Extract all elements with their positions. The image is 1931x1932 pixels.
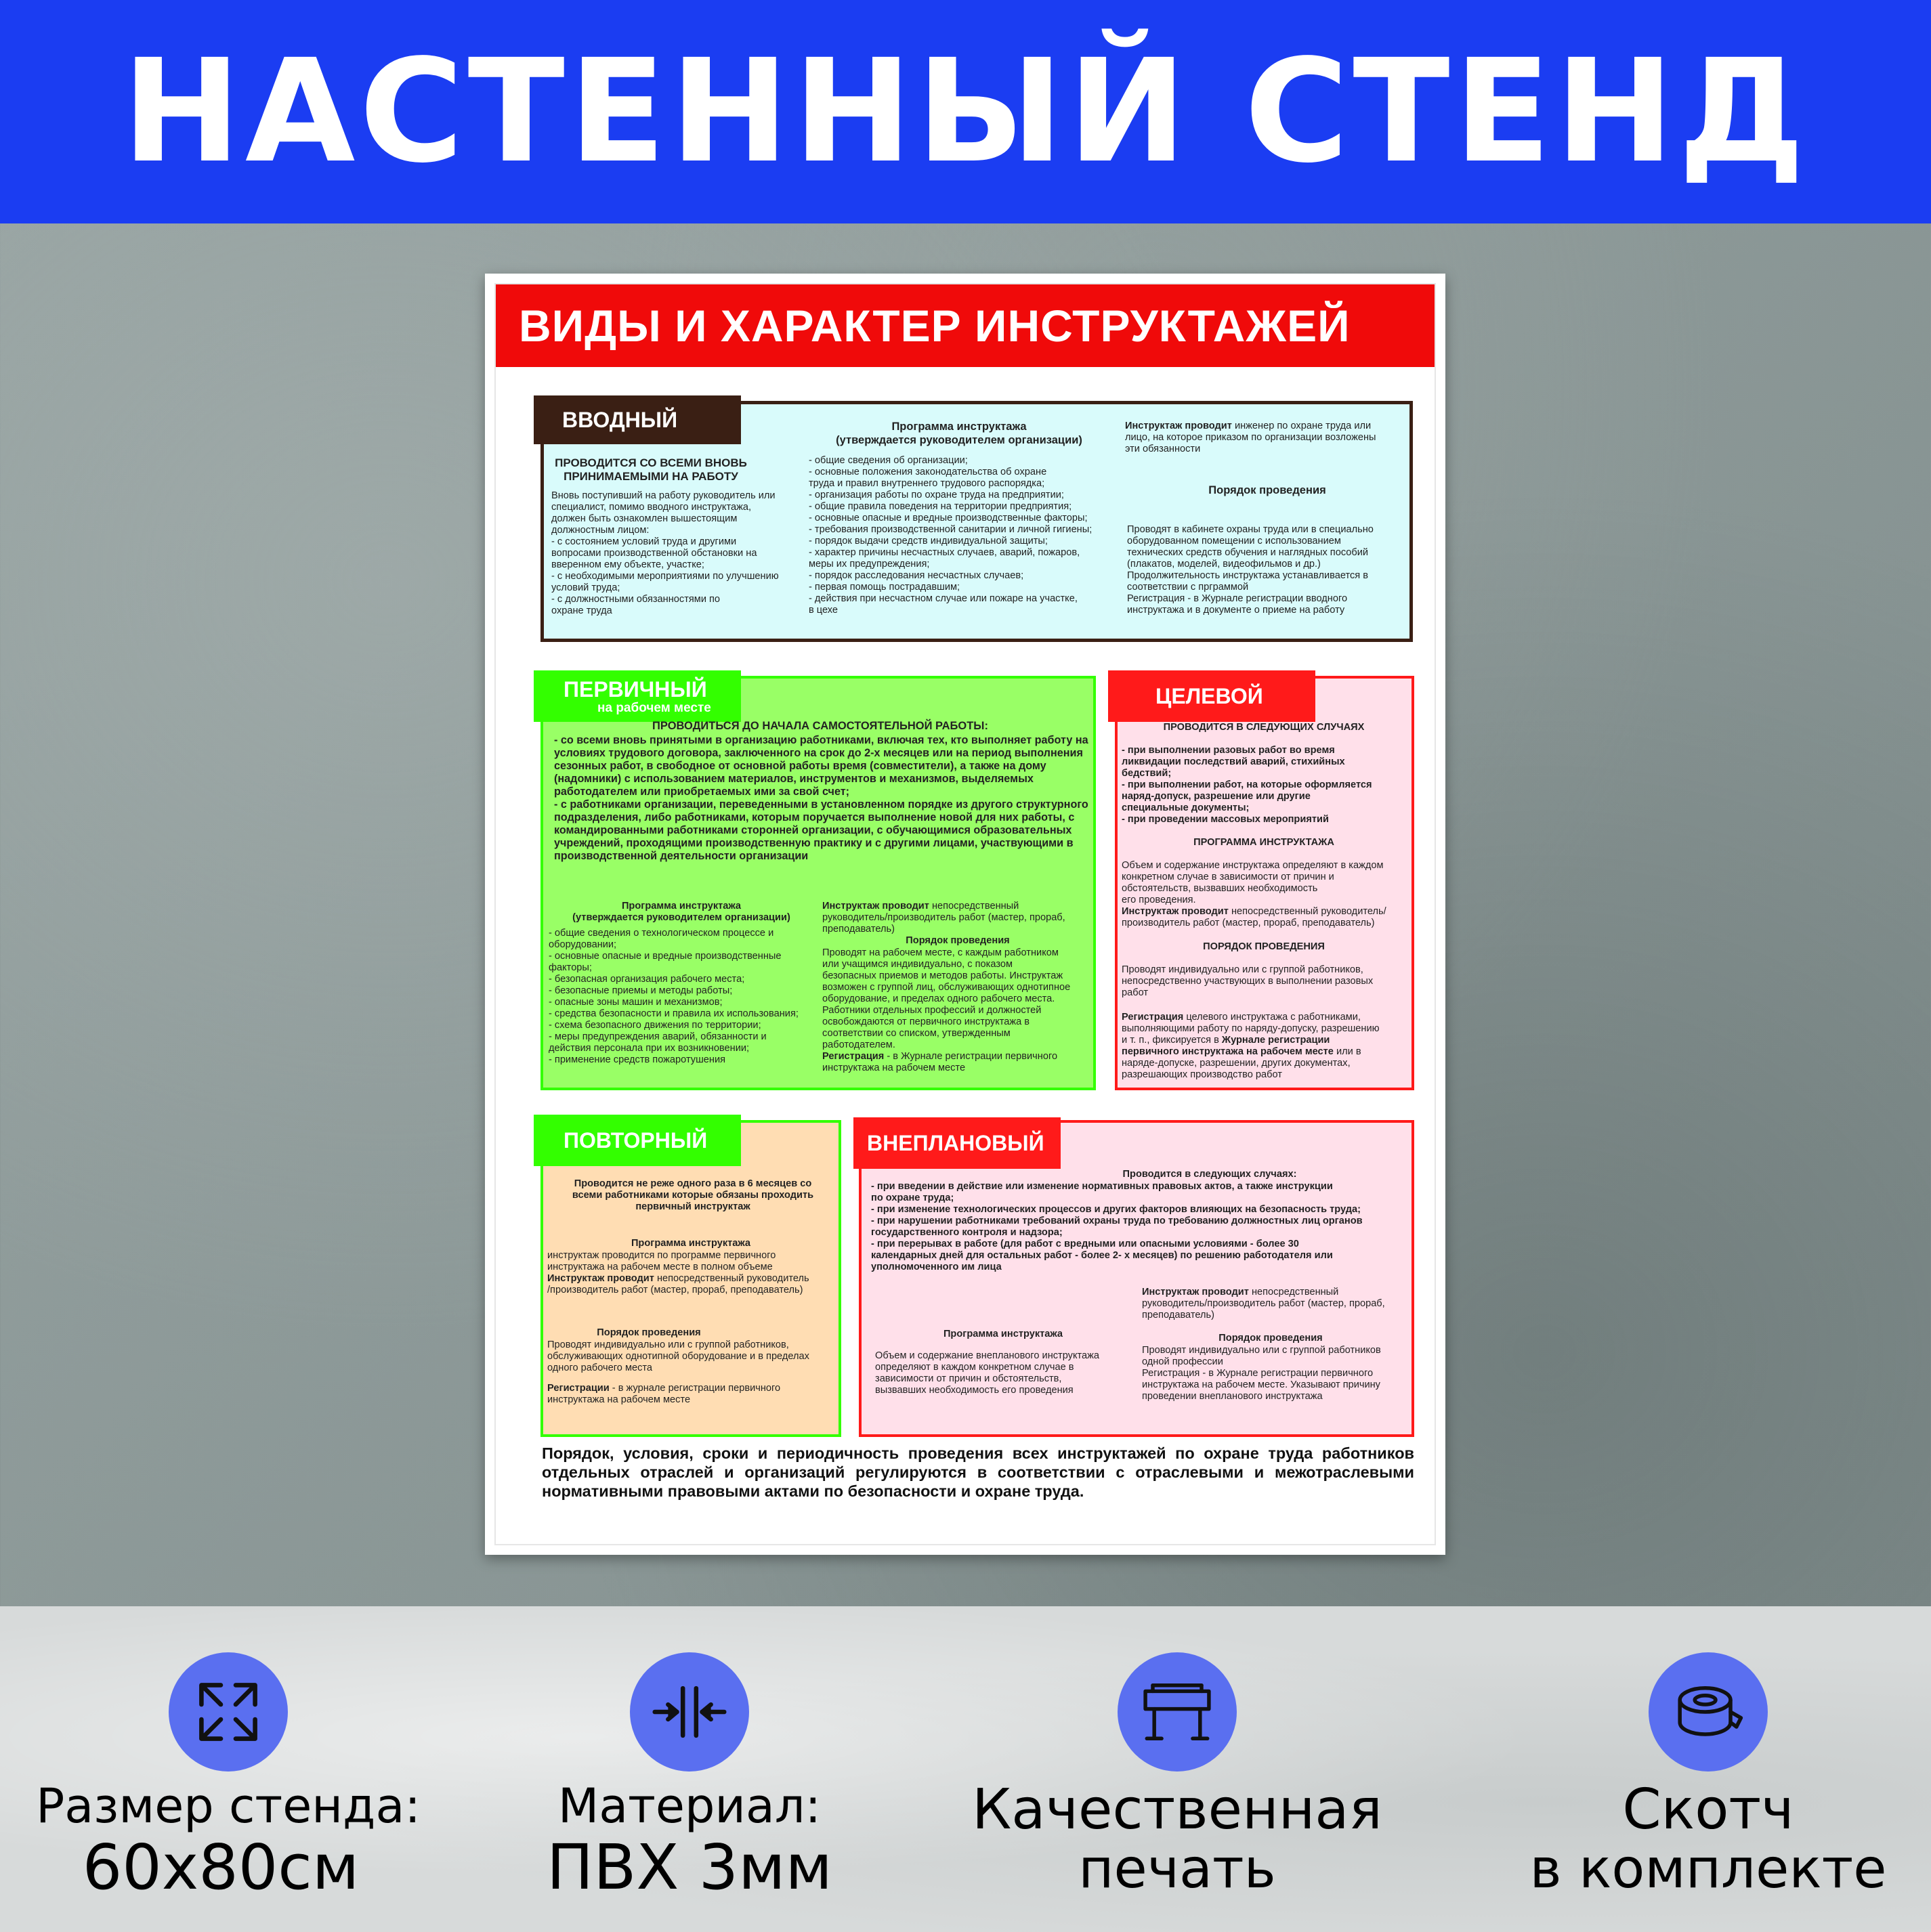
celevoy-reg-label: Регистрация (1122, 1012, 1184, 1023)
vvodny-conducts-label: Инструктаж проводит (1125, 421, 1232, 431)
vvodny-tab-label: ВВОДНЫЙ (562, 408, 678, 432)
celevoy-tab (1108, 670, 1315, 722)
vvodny-tab (534, 395, 741, 444)
resize-arrows-icon (169, 1652, 288, 1772)
vvodny-conducts-text: инженер по охране труда или лицо, на которое приказом по организации возложены эти обязанности (1125, 421, 1376, 454)
pervichny-registration (822, 1051, 1093, 1074)
vvodny-heading: ПРОВОДИТСЯ СО ВСЕМИ ВНОВЬ ПРИНИМАЕМЫМИ НА РАБОТУ (555, 456, 747, 483)
celevoy-tab-label: ЦЕЛЕВОЙ (1155, 684, 1263, 708)
vvodny-left-text: Вновь поступивший на работу руководитель или специалист, помимо вводного инструктажа, должен быть ознакомлен вышестоящим должностным лицом: - с состоянием условий труда и другими вопросами производственной обстановки на вверенном ему объекте, участке; - с необходимыми мероприятиями по улучшению условий труда; - с должностными обязанностями по охране труда (551, 490, 779, 616)
celevoy-conducts-label: Инструктаж проводит (1122, 906, 1229, 917)
povtorny-tab (534, 1115, 741, 1166)
povtorny-conducts-text: непосредственный руководитель /производитель работ (мастер, прораб, преподаватель) (547, 1273, 809, 1295)
banner-title: НАСТЕННЫЙ СТЕНД (122, 28, 1809, 194)
povtorny-reg-label: Регистрации (547, 1383, 610, 1394)
vvodny-program-text: - общие сведения об организации; - основные положения законодательства об охране труда и правил внутреннего трудового распорядка; - организация работы по охране труда на предприятии; - общие правила поведения на территории предприятия; - основные опасные и вредные производственные факторы; - требования производственной санитарии и личной гигиены; - порядок выдачи средств индивидуальной защиты; - характер причины несчастных случаев, аварий, пожаров, меры их предупреждения; - порядок расследования несчастных случаев; - первая помощь пострадавшим; - действия при несчастном случае или пожаре на участке, в цехе (809, 455, 1092, 616)
feature-tape-label: Скотч (1622, 1778, 1794, 1842)
celevoy-reg-bold: Журнале регистрации первичного инструктажа на рабочем месте (1122, 1035, 1334, 1057)
pervichny-conducts (822, 901, 1093, 935)
vneplanovy-conducts-label: Инструктаж проводит (1142, 1287, 1249, 1297)
pervichny-tab-sub: на рабочем месте (597, 700, 711, 715)
povtorny-order-text: Проводят индивидуально или с группой работников, обслуживающих однотипной оборудование и в пределах одного рабочего места (547, 1339, 809, 1373)
celevoy-program-text: Объем и содержание инструктажа определяют в каждом конкретном случае в зависимости от причин и обстоятельств, вызвавших необходимость его проведения. (1122, 860, 1384, 905)
pervichny-heading: ПРОВОДИТЬСЯ ДО НАЧАЛА САМОСТОЯТЕЛЬНОЙ РАБОТЫ: (652, 720, 988, 732)
feature-print-value: печать (1078, 1837, 1276, 1900)
vneplanovy-program-heading: Программа инструктажа (943, 1329, 1063, 1339)
vneplanovy-tab-label: ВНЕПЛАНОВЫЙ (867, 1131, 1044, 1155)
pervichny-conducts-label: Инструктаж проводит (822, 901, 929, 911)
pervichny-tab (534, 670, 741, 722)
celevoy-program-heading: ПРОГРАММА ИНСТРУКТАЖА (1193, 837, 1334, 848)
povtorny-heading: Проводится не реже одного раза в 6 месяцев со всеми работниками которые обязаны проходить первичный инструктаж (572, 1178, 814, 1212)
povtorny-program-heading: Программа инструктажа (631, 1238, 751, 1249)
feature-material-value: ПВХ 3мм (547, 1831, 832, 1904)
poster (485, 274, 1445, 1555)
feature-size-label: Размер стенда: (36, 1778, 421, 1834)
vneplanovy-conducts-text: непосредственный руководитель/производитель работ (мастер, прораб, преподаватель) (1142, 1287, 1385, 1321)
vneplanovy-conducts (1142, 1287, 1413, 1321)
pervichny-tab-label: ПЕРВИЧНЫЙ (564, 677, 707, 702)
celevoy-registration (1122, 1012, 1413, 1081)
top-banner (0, 0, 1931, 223)
celevoy-order-heading: ПОРЯДОК ПРОВЕДЕНИЯ (1203, 941, 1325, 952)
pervichny-bold-text: - со всеми вновь принятыми в организацию работниками, включая тех, кто выполняет работу на условиях трудового договора, заключенного на срок до 2-х месяцев или на период выполнения сезонных работ, в свободное от основной работы время (совместители), а также на дому (надомники) с использованием материалов, инструментов и механизмов, выделяемых работодателем или приобретаемых ими за свой счет; - с работниками организации, переведенными в установленном порядке из другого структурного подразделения, либо работниками, которым поручается выполнение новой для них работы, с командированными работниками сторонней организации, с обучающимися образовательных учреждений, проходящими производственную практику и с другими лицами, участвующими в производственной деятельности организации (554, 734, 1088, 862)
vvodny-program-heading: Программа инструктажа (утверждается руководителем организации) (836, 421, 1082, 446)
pervichny-order-heading: Порядок проведения (906, 935, 1010, 946)
povtorny-tab-label: ПОВТОРНЫЙ (564, 1128, 708, 1153)
vneplanovy-order-text: Проводят индивидуально или с группой работников одной профессии Регистрация - в Журнале регистрации первичного инструктажа на рабочем месте. Указывают причину проведении внепланового инструктажа (1142, 1345, 1381, 1402)
feature-material-label: Материал: (557, 1778, 822, 1834)
vneplanovy-program-text: Объем и содержание внепланового инструктажа определяют в каждом конкретном случае в зависимости от причин и обстоятельств, вызвавших необходимость его проведения (875, 1350, 1100, 1396)
celevoy-bold-text: - при выполнении разовых работ во время ликвидации последствий аварий, стихийных бедствий; - при выполнении работ, на которые оформляется наряд-допуск, разрешение или другие специальные документы; - при проведении массовых мероприятий (1122, 745, 1372, 825)
celevoy-reg-tail: или в наряде-допуске, разрешении, других документах, разрешающих производство работ (1122, 1046, 1361, 1080)
feature-tape-value: в комплекте (1529, 1837, 1887, 1900)
povtorny-program-text: инструктаж проводится по программе первичного инструктажа на рабочем месте в полном объеме (547, 1250, 776, 1272)
pervichny-program-text: - общие сведения о технологическом процессе и оборудовании; - основные опасные и вредные производственные факторы; - безопасная организация рабочего места; - безопасные приемы и методы работы; - опасные зоны машин и механизмов; - средства безопасности и правила их использования; - схема безопасного движения по территории; - меры предупреждения аварий, обязанности и действия персонала при их возникновении; - применение средств пожаротушения (549, 928, 799, 1065)
vneplanovy-tab (853, 1117, 1061, 1169)
vneplanovy-heading: Проводится в следующих случаях: (1122, 1169, 1297, 1180)
vneplanovy-order-heading: Порядок проведения (1218, 1333, 1323, 1344)
pervichny-conducts-text: непосредственный руководитель/производитель работ (мастер, прораб, преподаватель) (822, 901, 1065, 935)
povtorny-reg-text: - в журнале регистрации первичного инструктажа на рабочем месте (547, 1383, 781, 1405)
tape-roll-icon (1649, 1652, 1768, 1772)
vvodny-order-heading: Порядок проведения (1208, 484, 1326, 496)
printer-icon (1118, 1652, 1237, 1772)
celevoy-conducts-text: непосредственный руководитель/ производитель работ (мастер, прораб, преподаватель) (1122, 906, 1386, 928)
vneplanovy-bold-text: - при введении в действие или изменение нормативных правовых актов, а также инструкции по охране труда; - при изменение технологических процессов и других факторов влияющих на безопасность труда; - при нарушении работниками требований охраны труда по требованию должностных лиц органов государственного контроля и надзора; - при перерывах в работе (для работ с вредными или опасными условиями - более 30 календарных дней для остальных работ - более 2- х месяцев) по решению работодателя или уполномоченного им лица (871, 1181, 1363, 1272)
poster-title: ВИДЫ И ХАРАКТЕР ИНСТРУКТАЖЕЙ (496, 284, 1435, 367)
celevoy-heading: ПРОВОДИТСЯ В СЛЕДУЮЩИХ СЛУЧАЯХ (1163, 722, 1365, 733)
pervichny-order-text: Проводят на рабочем месте, с каждым работником или учащимся индивидуально, с показом безопасных приемов и методов работы. Инструктаж возможен с группой лиц, обслуживающих однотипное оборудование, и пределах одного рабочего места. Работники отдельных профессий и должностей освобождаются от первичного инструктажа в соответствии со списком, утвержденным работодателем. (822, 947, 1071, 1050)
vvodny-conducts (1125, 421, 1409, 455)
pervichny-program-heading: Программа инструктажа (утверждается руководителем организации) (572, 901, 790, 923)
pervichny-reg-text: - в Журнале регистрации первичного инструктажа на рабочем месте (822, 1051, 1058, 1073)
pervichny-reg-label: Регистрация (822, 1051, 885, 1062)
feature-print-label: Качественная (972, 1778, 1382, 1842)
poster-footer: Порядок, условия, сроки и периодичность проведения всех инструктажей по охране труда работников отдельных отраслей и организаций регулируются в соответствии с отраслевыми и межотраслевыми нормативными правовыми актами по безопасности и охране труда. (542, 1444, 1414, 1500)
celevoy-reg-text: целевого инструктажа с работниками, выполняющими работу по наряду-допуску, разрешению и т. п., фиксируется в (1122, 1012, 1380, 1046)
features-strip (0, 1606, 1931, 1932)
celevoy-conducts (1122, 906, 1413, 929)
povtorny-registration (547, 1383, 839, 1406)
povtorny-order-heading: Порядок проведения (597, 1327, 701, 1338)
celevoy-order-text: Проводят индивидуально или с группой работников, непосредственно участвующих в выполнении разовых работ (1122, 964, 1374, 998)
povtorny-conducts (547, 1273, 839, 1296)
povtorny-conducts-label: Инструктаж проводит (547, 1273, 654, 1284)
thickness-arrows-icon (630, 1652, 749, 1772)
feature-size-value: 60x80см (82, 1831, 360, 1904)
vvodny-order-text: Проводят в кабинете охраны труда или в специально оборудованном помещении с использованием технических средств обучения и наглядных пособий (плакатов, моделей, видеофильмов и др.) Продолжительность инструктажа устанавливается в соответствии с прграммой Регистрация - в Журнале регистрации вводного инструктажа и в документе о приеме на работу (1127, 524, 1374, 616)
